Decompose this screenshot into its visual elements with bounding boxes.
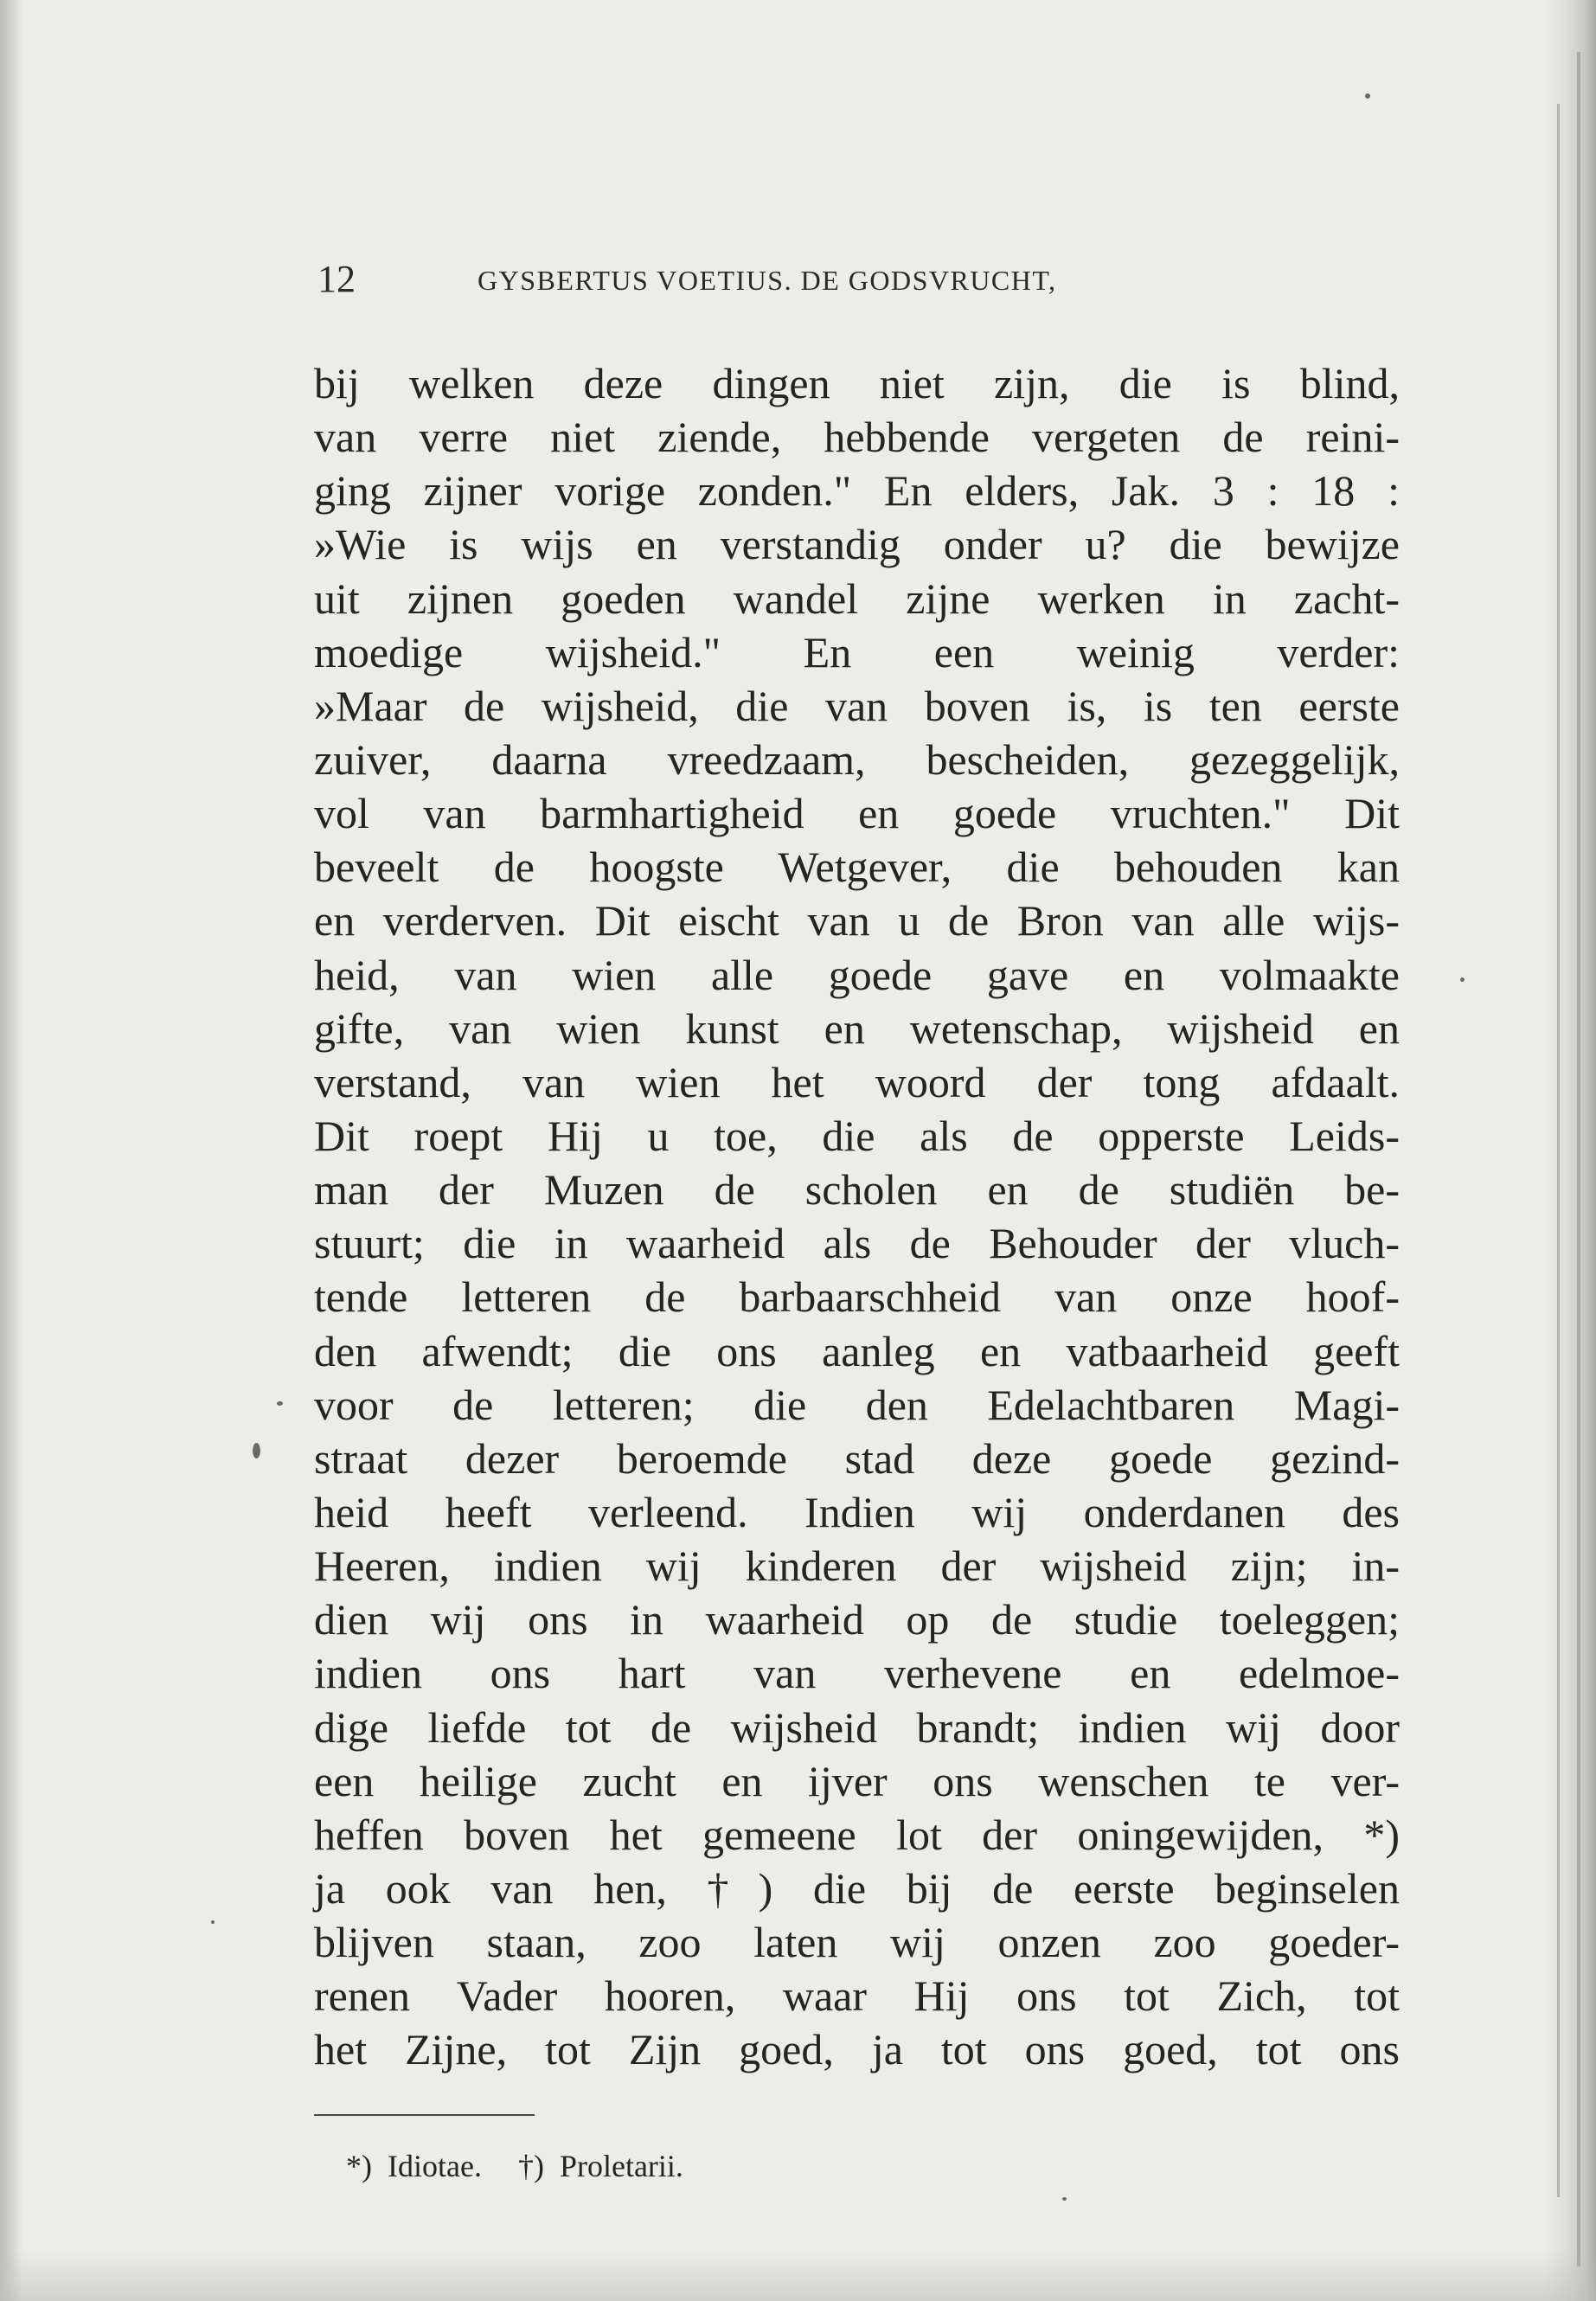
text-line: het Zijne, tot Zijn goed, ja tot ons goed, tot ons bbox=[314, 2025, 1400, 2074]
text-line: dige liefde tot de wijsheid brandt; indien wij door bbox=[314, 1702, 1400, 1752]
footnote-text: Idiotae. bbox=[388, 2149, 482, 2183]
text-line: straat dezer beroemde stad deze goede gezind- bbox=[314, 1433, 1400, 1483]
text-line: indien ons hart van verhevene en edelmoe- bbox=[314, 1649, 1400, 1698]
text-line: zuiver, daarna vreedzaam, bescheiden, gezeggelijk, bbox=[314, 734, 1400, 784]
paper-speck bbox=[253, 1443, 260, 1458]
text-line: moedige wijsheid." En een weinig verder: bbox=[314, 627, 1400, 676]
text-line: verstand, van wien het woord der tong afdaalt. bbox=[314, 1057, 1400, 1106]
text-line: en verderven. Dit eischt van u de Bron van alle wijs- bbox=[314, 896, 1400, 945]
text-line: den afwendt; die ons aanleg en vatbaarheid geeft bbox=[314, 1326, 1400, 1375]
text-line: Heeren, indien wij kinderen der wijsheid zijn; in- bbox=[314, 1541, 1400, 1591]
paper-speck bbox=[1365, 93, 1370, 99]
text-line: blijven staan, zoo laten wij onzen zoo goeder- bbox=[314, 1918, 1400, 1967]
footnote-mark: *) bbox=[346, 2149, 372, 2183]
text-line: ging zijner vorige zonden." En elders, Jak. 3 : 18 : bbox=[314, 466, 1400, 516]
text-line: »Maar de wijsheid, die van boven is, is ten eerste bbox=[314, 681, 1400, 730]
text-line: vol van barmhartigheid en goede vruchten." Dit bbox=[314, 789, 1400, 838]
page-edge-line bbox=[1557, 104, 1560, 2197]
text-line: heffen boven het gemeene lot der oningewijden, *) bbox=[314, 1810, 1400, 1859]
footnotes bbox=[346, 2145, 720, 2187]
text-line: uit zijnen goeden wandel zijne werken in zacht- bbox=[314, 574, 1400, 623]
paper-speck bbox=[1460, 977, 1465, 982]
body-text bbox=[314, 356, 1400, 2077]
paper-speck bbox=[1062, 2197, 1067, 2201]
page-number: 12 bbox=[317, 258, 356, 300]
text-line: heid, van wien alle goede gave en volmaakte bbox=[314, 950, 1400, 999]
paper-speck bbox=[277, 1401, 283, 1406]
footnote-rule bbox=[314, 2114, 535, 2116]
page-header bbox=[317, 256, 1399, 308]
text-line: bij welken deze dingen niet zijn, die is blind, bbox=[314, 359, 1400, 407]
text-line: heid heeft verleend. Indien wij onderdanen des bbox=[314, 1487, 1400, 1536]
text-line: Dit roept Hij u toe, die als de opperste Leids- bbox=[314, 1111, 1400, 1160]
footnote bbox=[346, 2145, 482, 2187]
text-line: renen Vader hooren, waar Hij ons tot Zich, tot bbox=[314, 1971, 1400, 2021]
text-line: stuurt; die in waarheid als de Behouder der vluch- bbox=[314, 1219, 1400, 1268]
page-spine-shadow bbox=[0, 0, 22, 2301]
page-right-edge bbox=[1544, 0, 1596, 2301]
footnote-text: Proletarii. bbox=[559, 2149, 683, 2183]
text-line: man der Muzen de scholen en de studiën be- bbox=[314, 1165, 1400, 1215]
text-line: dien wij ons in waarheid op de studie toeleggen; bbox=[314, 1595, 1400, 1644]
text-line: »Wie is wijs en verstandig onder u? die bewijze bbox=[314, 520, 1400, 569]
text-line: beveelt de hoogste Wetgever, die behouden kan bbox=[314, 843, 1400, 892]
page-edge-line-outer bbox=[1577, 52, 1580, 2266]
text-line: van verre niet ziende, hebbende vergeten de reini- bbox=[314, 413, 1400, 462]
text-line: voor de letteren; die den Edelachtbaren Magi- bbox=[314, 1380, 1400, 1429]
footnote-mark: †) bbox=[517, 2149, 544, 2183]
running-head: GYSBERTUS VOETIUS. DE GODSVRUCHT, bbox=[478, 265, 1057, 296]
page-bottom-shade bbox=[0, 2249, 1596, 2301]
text-line: een heilige zucht en ijver ons wenschen te ver- bbox=[314, 1756, 1400, 1805]
text-line: ja ook van hen, †) die bij de eerste beginselen bbox=[314, 1863, 1400, 1913]
text-line: tende letteren de barbaarschheid van onze hoof- bbox=[314, 1272, 1400, 1322]
paper-speck bbox=[211, 1920, 215, 1924]
text-line: gifte, van wien kunst en wetenschap, wijsheid en bbox=[314, 1003, 1400, 1053]
footnote bbox=[518, 2145, 683, 2187]
